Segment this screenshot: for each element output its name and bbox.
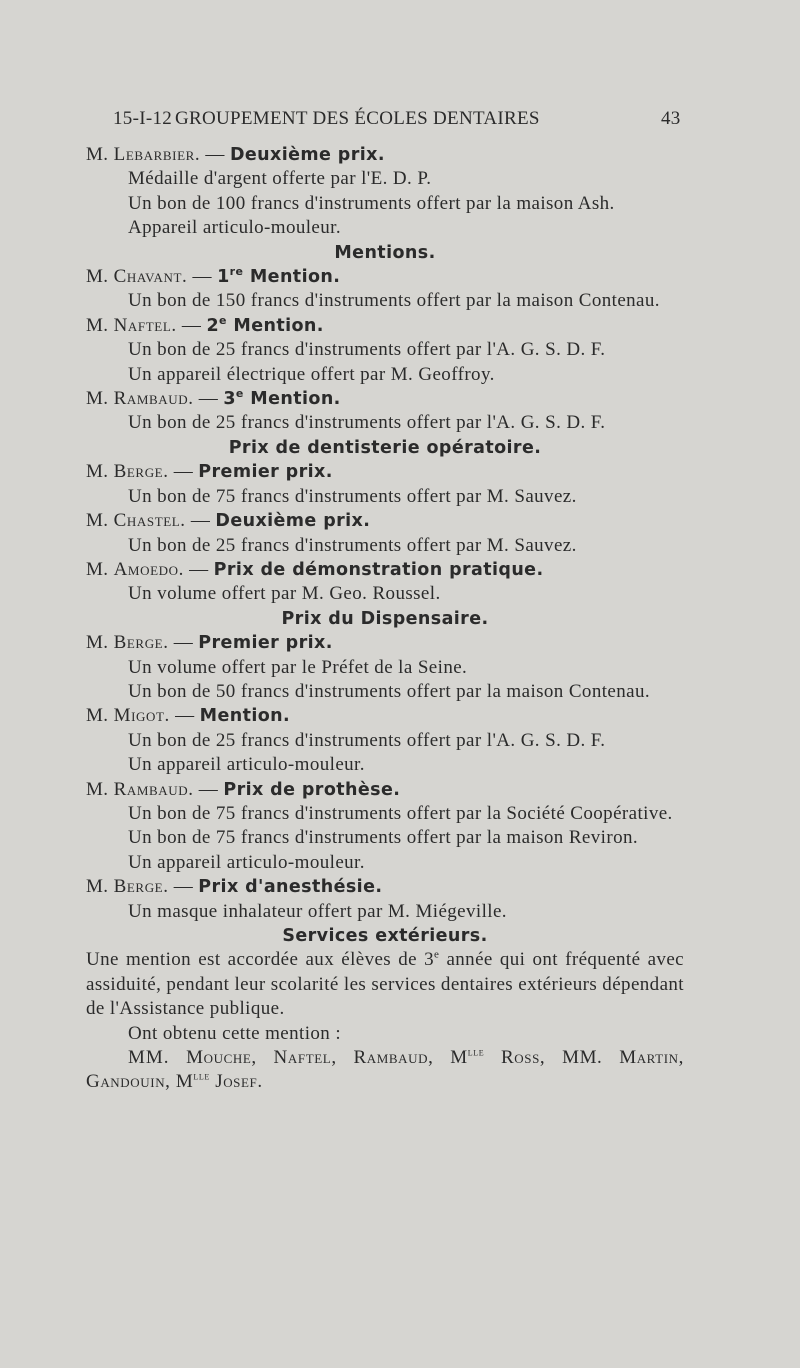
services-paragraph (86, 948, 684, 1021)
award-title (206, 316, 323, 336)
award-title: Deuxième prix. (229, 145, 385, 165)
prize-item: Un bon de 25 francs d'instruments offert par l'A. G. S. D. F. (128, 412, 606, 434)
prize-item: Un appareil électrique offert par M. Geoffroy. (128, 363, 495, 385)
paragraph-text: Une mention est accordée aux élèves de 3 (86, 949, 435, 971)
entry-berge (86, 631, 684, 655)
entry-lebarbier (86, 143, 684, 167)
dash: — (175, 705, 195, 727)
mlle-sup: lle (193, 1071, 210, 1084)
award-title: Mention. (199, 706, 291, 727)
entry-amoedo (86, 558, 684, 582)
recipients-text: Mouche, Naftel, Rambaud, M (186, 1047, 468, 1069)
prize-item: Un bon de 25 francs d'instruments offert par l'A. G. S. D. F. (128, 339, 606, 361)
dash: — (190, 510, 211, 532)
title-m: M. (86, 876, 109, 898)
laureate-name: Berge. (113, 461, 169, 483)
laureate-name: Berge. (113, 632, 169, 654)
award-number: 3 (223, 389, 236, 410)
laureate-name: Berge. (113, 876, 169, 898)
prize-item: Un bon de 75 francs d'instruments offert par la Société Coopérative. (128, 802, 673, 824)
award-title: Premier prix. (198, 633, 333, 654)
header-date: 15-I-12 (113, 108, 173, 129)
title-m: M. (86, 510, 109, 532)
laureate-name: Rambaud. (113, 388, 194, 410)
award-ordinal: e (235, 387, 244, 401)
title-m: M. (86, 388, 109, 410)
prize-item: Un bon de 75 francs d'instruments offert par M. Sauvez. (128, 485, 577, 507)
title-m: M. (86, 705, 109, 727)
prize-item: Un appareil articulo-mouleur. (128, 754, 365, 776)
paragraph-text: année qui ont fréquenté avec assiduité, pendant leur scolarité les services dentaires extérieurs dépendant de l'Assistance publique. (86, 949, 684, 1020)
award-label: Mention. (249, 267, 341, 288)
laureate-name: Chastel. (113, 510, 186, 532)
award-label: Mention. (250, 389, 341, 410)
title-m: M. (86, 266, 109, 288)
title-m: M. (86, 461, 109, 483)
laureate-name: Rambaud. (113, 778, 194, 800)
laureate-name: Naftel. (113, 314, 177, 336)
entry-berge (86, 460, 684, 484)
dash: — (189, 558, 209, 580)
prize-item: Un masque inhalateur offert par M. Miégeville. (128, 900, 507, 922)
entry-migot (86, 704, 684, 728)
ordinal-sup: e (434, 949, 440, 962)
dash: — (173, 461, 194, 483)
entry-rambaud (86, 387, 684, 411)
section-heading: Mentions. (334, 242, 436, 263)
title-m: M. (86, 558, 109, 580)
award-title (223, 389, 340, 409)
dash: — (198, 388, 219, 410)
entry-naftel (86, 314, 684, 338)
section-heading: Services extérieurs. (282, 926, 488, 946)
award-title: Premier prix. (198, 462, 333, 483)
award-title: Prix de démonstration pratique. (213, 559, 544, 580)
prize-item: Un bon de 75 francs d'instruments offert par la maison Reviron. (128, 827, 639, 849)
page-number: 43 (661, 108, 681, 129)
header-title: GROUPEMENT DES ÉCOLES DENTAIRES (175, 108, 540, 129)
title-m: M. (86, 314, 109, 336)
award-number: 2 (206, 315, 220, 336)
prize-item: Appareil articulo-mouleur. (128, 217, 341, 239)
section-heading: Prix de dentisterie opératoire. (228, 437, 542, 458)
title-m: M. (86, 144, 109, 165)
laureate-name: Lebarbier. (113, 144, 201, 165)
dash: — (198, 778, 219, 800)
award-label: Mention. (233, 315, 324, 336)
page-header (0, 108, 800, 138)
mm-label: MM. (128, 1047, 170, 1069)
prize-item: Un bon de 25 francs d'instruments offert par l'A. G. S. D. F. (128, 729, 606, 751)
prize-item: Un bon de 50 francs d'instruments offert par la maison Contenau. (128, 680, 651, 702)
dash: — (192, 266, 212, 288)
prize-item: Un volume offert par le Préfet de la Seine. (128, 656, 468, 678)
prize-item: Un bon de 100 francs d'instruments offert par la maison Ash. (128, 192, 615, 214)
prize-item: Médaille d'argent offerte par l'E. D. P. (128, 168, 432, 190)
laureate-name: Amoedo. (113, 558, 184, 580)
entry-rambaud (86, 778, 684, 802)
dash: — (173, 632, 194, 654)
laureate-name: Migot. (113, 705, 170, 727)
page-body (86, 143, 684, 1095)
award-title: Prix de prothèse. (223, 779, 401, 800)
title-m: M. (86, 632, 109, 654)
award-number: 1 (217, 267, 230, 288)
prize-item: Un bon de 150 francs d'instruments offert par la maison Contenau. (128, 290, 660, 312)
dash: — (173, 876, 194, 898)
prize-item: Un bon de 25 francs d'instruments offert par M. Sauvez. (128, 534, 577, 556)
recipients-text: Ross, MM. Martin, Gandouin, M (86, 1047, 684, 1093)
entry-chastel (86, 509, 684, 533)
dash: — (205, 144, 225, 165)
mlle-sup: lle (467, 1046, 485, 1059)
award-title (217, 267, 340, 287)
obtained-line: Ont obtenu cette mention : (128, 1022, 342, 1044)
award-ordinal: re (229, 265, 244, 279)
prize-item: Un appareil articulo-mouleur. (128, 851, 365, 873)
recipients-text: Josef. (209, 1071, 263, 1093)
prize-item: Un volume offert par M. Geo. Roussel. (128, 583, 441, 605)
entry-berge (86, 875, 684, 899)
title-m: M. (86, 778, 109, 800)
recipients-list (86, 1046, 684, 1095)
dash: — (181, 314, 202, 336)
award-title: Prix d'anesthésie. (198, 877, 383, 898)
section-heading: Prix du Dispensaire. (281, 608, 489, 629)
laureate-name: Chavant. (113, 266, 188, 288)
award-title: Deuxième prix. (215, 511, 371, 532)
entry-chavant (86, 265, 684, 289)
award-ordinal: e (219, 314, 227, 328)
